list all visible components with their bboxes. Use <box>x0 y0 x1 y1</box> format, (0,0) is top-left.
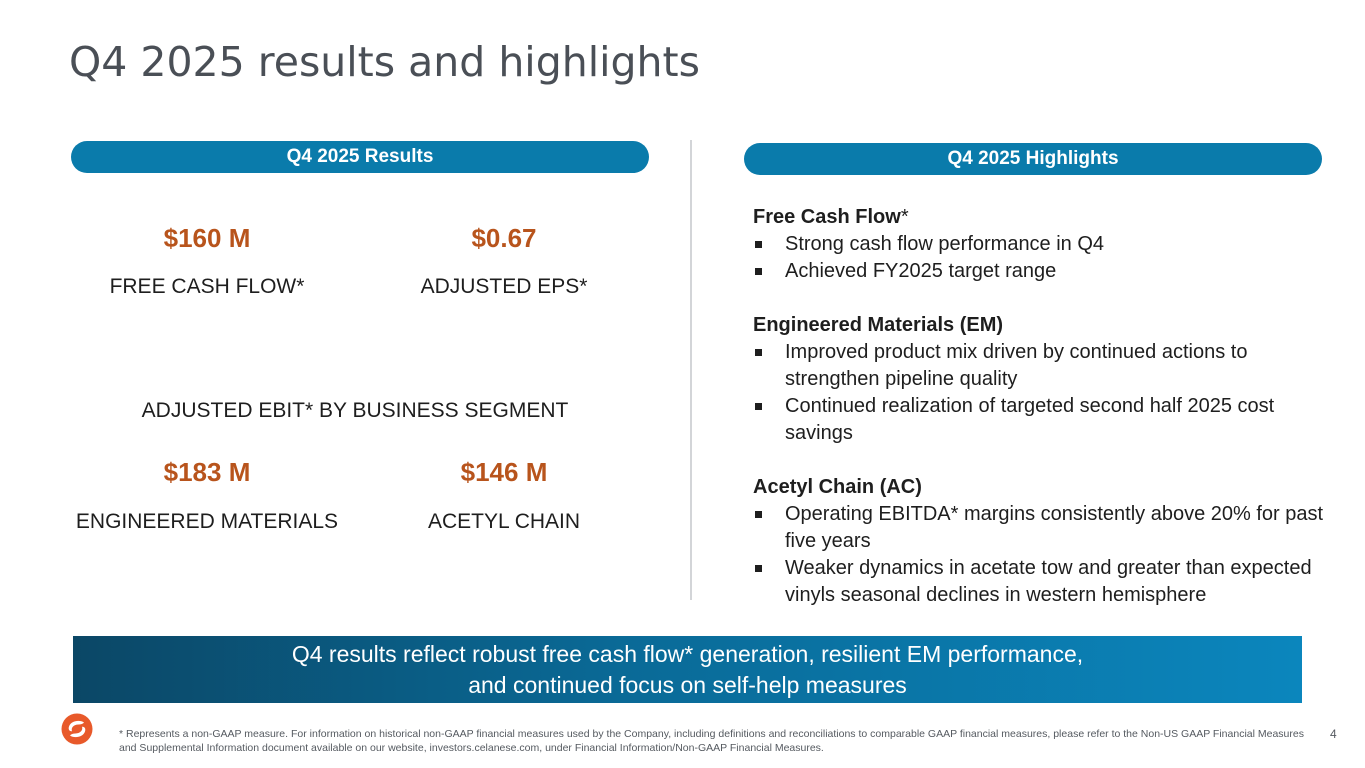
highlights-header: Q4 2025 Highlights <box>744 143 1322 175</box>
footnote: * Represents a non-GAAP measure. For information on historical non-GAAP financial measures used by the Company, including definitions and reconciliations to comparable GAAP financial measures, please refer to the Non-US GAAP Financial Measures and Supplemental Information document available on our website, investors.celanese.com, under Financial Information/Non-GAAP Financial Measures. <box>119 728 1304 754</box>
highlight-item <box>753 501 1343 555</box>
results-header: Q4 2025 Results <box>71 141 649 173</box>
highlight-item-text: Strong cash flow performance in Q4 <box>785 233 1105 255</box>
bullet-icon <box>755 403 762 410</box>
bullet-icon <box>755 349 762 356</box>
highlight-item <box>753 258 1343 285</box>
highlight-item-text: Achieved FY2025 target range <box>785 260 1057 282</box>
acetyl-chain-label: ACETYL CHAIN <box>427 510 581 533</box>
column-divider <box>690 140 692 600</box>
highlight-section-free-cash-flow <box>753 204 1343 285</box>
free-cash-flow-value: $160 M <box>163 223 251 253</box>
highlight-heading-asterisk: * <box>900 206 909 228</box>
banner-line-2: and continued focus on self-help measures <box>468 671 907 698</box>
highlight-item-text: Continued realization of targeted second half 2025 cost savings <box>785 395 1275 444</box>
highlights-list <box>753 204 1343 609</box>
highlight-section-engineered-materials <box>753 312 1343 447</box>
highlight-heading: Acetyl Chain (AC) <box>753 476 922 498</box>
segment-heading: ADJUSTED EBIT* BY BUSINESS SEGMENT <box>141 399 569 422</box>
celanese-logo-icon <box>60 712 94 746</box>
bullet-icon <box>755 565 762 572</box>
highlight-heading: Engineered Materials (EM) <box>753 314 1004 336</box>
page-title: Q4 2025 results and highlights <box>69 38 700 86</box>
bullet-icon <box>755 511 762 518</box>
highlight-item <box>753 231 1343 258</box>
free-cash-flow-label: FREE CASH FLOW* <box>109 275 305 298</box>
highlight-item-text: Operating EBITDA* margins consistently above 20% for past five years <box>785 503 1324 552</box>
adjusted-eps-value: $0.67 <box>471 223 537 253</box>
highlight-heading-text: Free Cash Flow <box>753 206 901 228</box>
banner-line-1: Q4 results reflect robust free cash flow* generation, resilient EM performance, <box>291 640 1084 667</box>
engineered-materials-value: $183 M <box>163 457 251 487</box>
adjusted-eps-label: ADJUSTED EPS* <box>420 275 588 298</box>
bullet-icon <box>755 268 762 275</box>
summary-banner <box>73 636 1302 703</box>
acetyl-chain-value: $146 M <box>460 457 548 487</box>
engineered-materials-label: ENGINEERED MATERIALS <box>75 510 339 533</box>
highlight-item-text: Weaker dynamics in acetate tow and greater than expected vinyls seasonal declines in western hemisphere <box>785 557 1312 606</box>
highlight-item <box>753 393 1343 447</box>
highlight-section-acetyl-chain <box>753 474 1343 609</box>
page-number: 4 <box>1330 727 1337 741</box>
highlight-heading <box>753 204 1343 231</box>
highlight-item <box>753 555 1343 609</box>
highlight-item-text: Improved product mix driven by continued actions to strengthen pipeline quality <box>785 341 1248 390</box>
bullet-icon <box>755 241 762 248</box>
highlight-item <box>753 339 1343 393</box>
